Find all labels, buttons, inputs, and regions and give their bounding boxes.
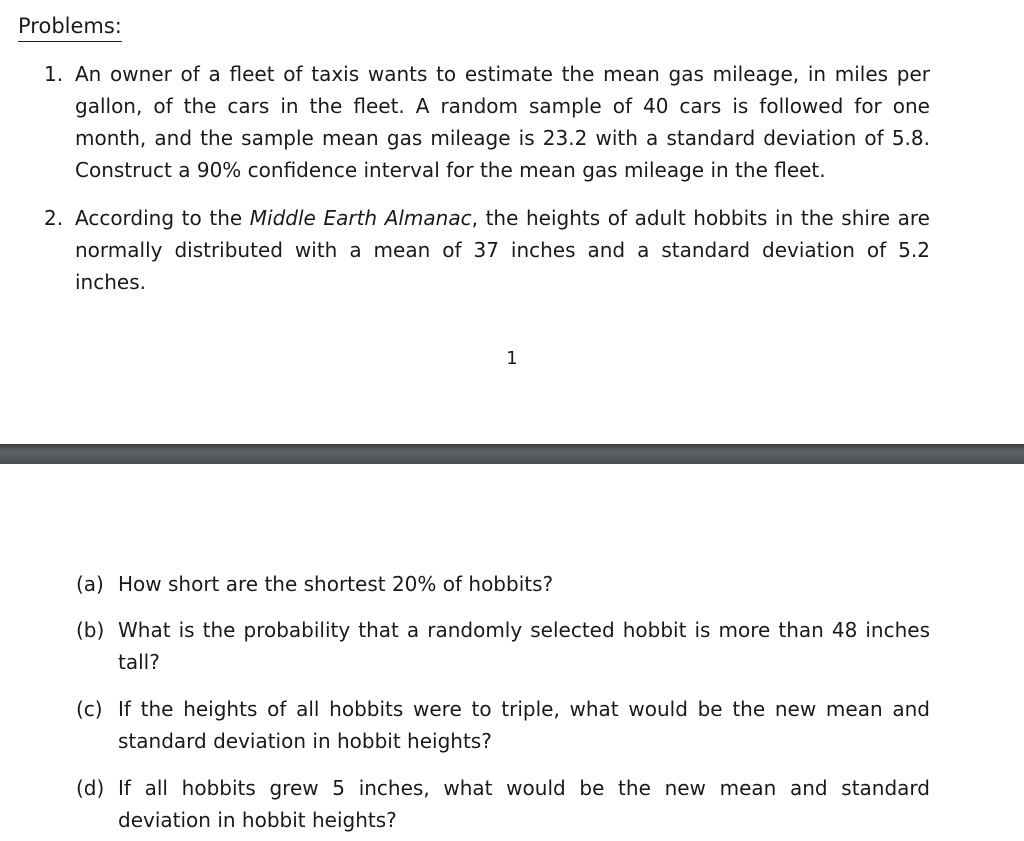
- part-label: (c): [76, 697, 103, 721]
- problem-1: [44, 58, 930, 186]
- part-text: What is the probability that a randomly selected hobbit is more than 48 inches tall?: [118, 618, 930, 674]
- problem-number: 1.: [44, 62, 64, 86]
- part-a: [76, 568, 930, 600]
- problem-text-start: According to the: [75, 206, 250, 230]
- page-number: 1: [506, 348, 518, 369]
- book-title: Middle Earth Almanac: [249, 206, 472, 230]
- problem-number: 2.: [44, 206, 64, 230]
- page-divider: [0, 444, 1024, 464]
- problem-2: [44, 202, 930, 298]
- part-d: [76, 772, 930, 836]
- part-text: If the heights of all hobbits were to triple, what would be the new mean and standard deviation in hobbit heights?: [118, 697, 930, 753]
- problem-text: [75, 202, 930, 298]
- part-text: How short are the shortest 20% of hobbits?: [118, 572, 554, 596]
- part-c: [76, 693, 930, 757]
- part-text: If all hobbits grew 5 inches, what would be the new mean and standard deviation in hobbit heights?: [118, 776, 930, 832]
- part-label: (d): [76, 776, 105, 800]
- part-label: (b): [76, 618, 105, 642]
- part-label: (a): [76, 572, 104, 596]
- problem-text-end: , the heights of adult hobbits in the shire are normally distributed with a mean of 37 inches and a standard deviation of 5.2 inches.: [75, 206, 930, 294]
- part-b: [76, 614, 930, 678]
- problem-text: An owner of a fleet of taxis wants to estimate the mean gas mileage, in miles per gallon, of the cars in the fleet. A random sample of 40 cars is followed for one month, and the sample mean gas mileage is 23.2 with a standard deviation of 5.8. Construct a 90% confidence interval for the mean gas mileage in the fleet.: [75, 62, 930, 182]
- section-heading: Problems:: [18, 14, 122, 42]
